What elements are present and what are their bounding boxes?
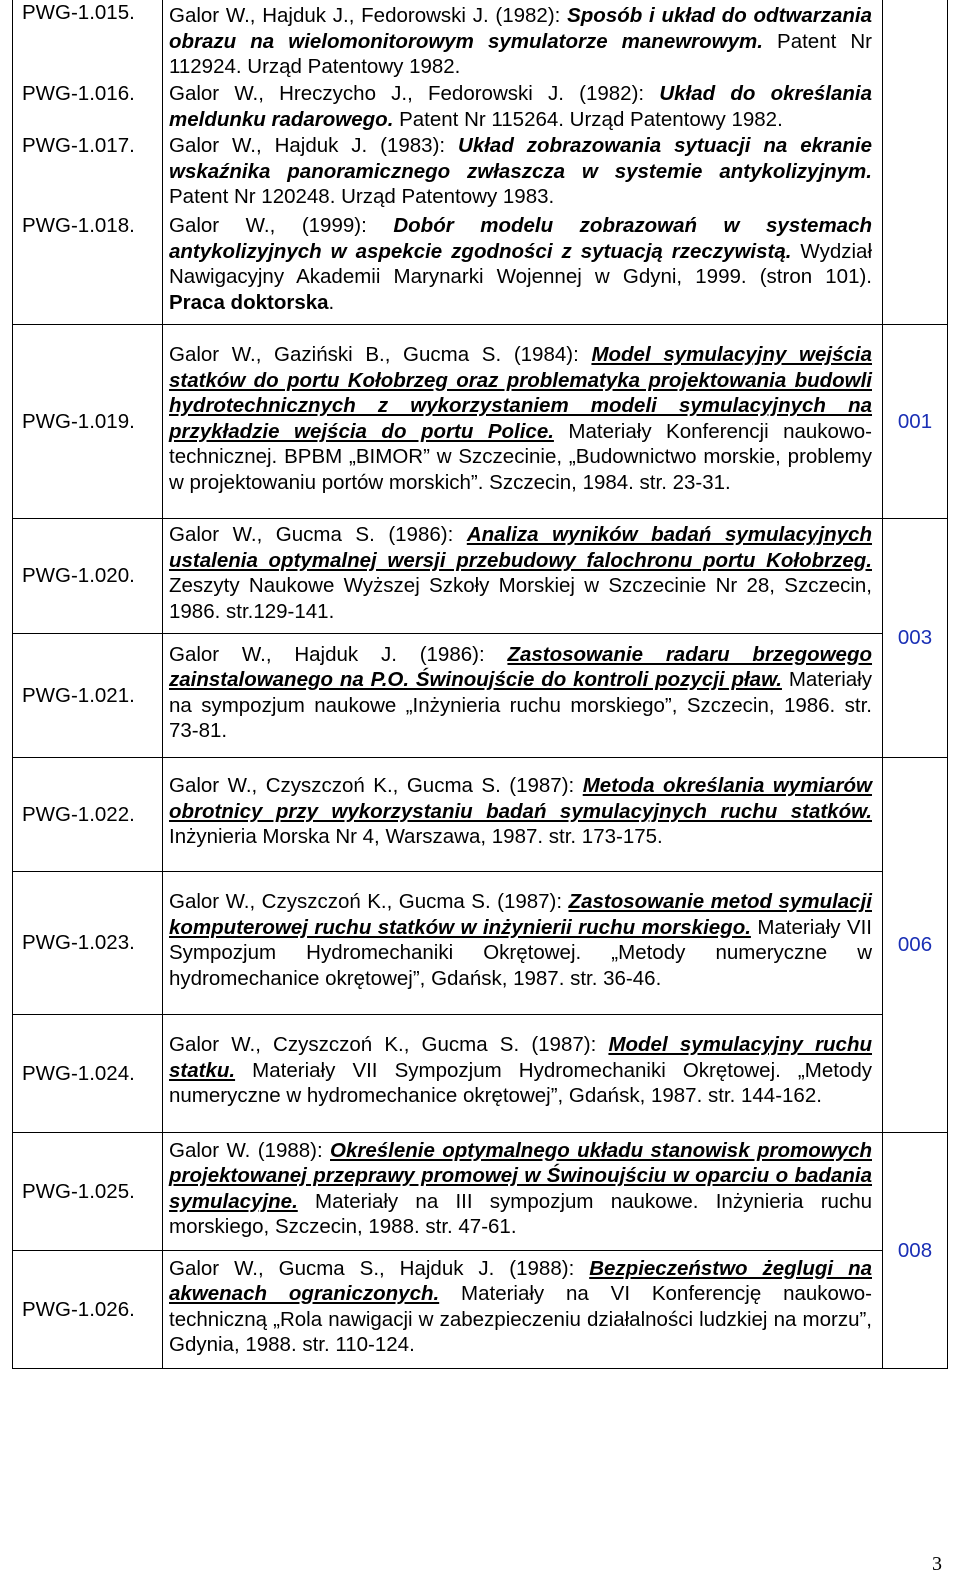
entry-ref: 008: [883, 1133, 948, 1369]
entry-citation: [163, 1015, 883, 1133]
entry-ref: 001: [883, 325, 948, 519]
entry-title: Dobór modelu zobrazowań w systemach antykolizyjnych w aspekcie zgodności z sytuacją rzeczywistą.: [169, 214, 873, 263]
entry-authors: Galor W. (1988):: [169, 1138, 331, 1162]
entry-authors: Galor W., (1999):: [169, 214, 394, 237]
document-page: [12, 0, 947, 1369]
entry-code: PWG-1.025.: [13, 1133, 163, 1251]
entry-code: PWG-1.019.: [13, 325, 163, 519]
entry-citation: [163, 758, 883, 872]
entry-citation: [163, 1133, 883, 1251]
entry-type: Praca doktorska: [169, 290, 329, 314]
entry-authors: Galor W., Czyszczoń K., Gucma S. (1987):: [169, 774, 583, 798]
entry-citation: [163, 872, 883, 1015]
entry-citation: [163, 133, 883, 213]
entry-authors: Galor W., Hreczycho J., Fedorowski J. (1982):: [169, 82, 660, 105]
entry-ref: [883, 0, 948, 325]
entry-title: Sposób i układ do odtwarzania obrazu na wielomonitorowym symulatorze manewrowym.: [169, 4, 872, 53]
entry-title: Układ zobrazowania sytuacji na ekranie wskaźnika panoramicznego zwłaszcza w systemie antykolizyjnym.: [169, 134, 872, 183]
table-row: [13, 81, 948, 133]
entry-code: PWG-1.022.: [13, 758, 163, 872]
entry-authors: Galor W., Czyszczoń K., Gucma S. (1987):: [169, 890, 569, 913]
table-row: [13, 133, 948, 213]
entry-code: PWG-1.016.: [13, 81, 163, 133]
entry-code: PWG-1.021.: [13, 634, 163, 758]
entry-details: Patent Nr 112924. Urząd Patentowy 1982.: [169, 29, 872, 78]
entry-citation: [163, 325, 883, 519]
entry-title: Określenie optymalnego układu stanowisk promowych projektowanej przeprawy promowej w Świnoujściu w oparciu o badania symulacyjne.: [169, 1138, 872, 1213]
entry-details: Materiały VII Sympozjum Hydromechaniki Okrętowej. „Metody numeryczne w hydromechanice okrętowej”, Gdańsk, 1987. str. 144-162.: [169, 1058, 872, 1108]
entry-title: Zastosowanie metod symulacji komputerowej ruchu statków w inżynierii ruchu morskiego.: [169, 890, 872, 939]
table-row: [13, 1133, 948, 1251]
entry-code: PWG-1.026.: [13, 1251, 163, 1369]
entry-code: PWG-1.015.: [13, 0, 163, 81]
entry-citation: [163, 1251, 883, 1369]
entry-details: Materiały Konferencji naukowo-technicznej. BPBM „BIMOR” w Szczecinie, „Budownictwo morskie, problemy w projektowaniu portów morskich”. Szczecin, 1984. str. 23-31.: [169, 419, 872, 494]
entry-code: PWG-1.018.: [13, 213, 163, 325]
entry-title: Bezpieczeństwo żeglugi na akwenach ograniczonych.: [169, 1256, 872, 1305]
entry-code: PWG-1.020.: [13, 519, 163, 634]
entry-citation: [163, 519, 883, 634]
entry-details: Materiały na III sympozjum naukowe. Inżynieria ruchu morskiego, Szczecin, 1988. str. 47-61.: [169, 1189, 872, 1238]
entry-details: Inżynieria Morska Nr 4, Warszawa, 1987. str. 173-175.: [169, 825, 663, 849]
entry-authors: Galor W., Hajduk J., Fedorowski J. (1982):: [169, 4, 568, 27]
entry-code: PWG-1.017.: [13, 133, 163, 213]
entry-title: Zastosowanie radaru brzegowego zainstalowanego na P.O. Świnoujście do kontroli pozycji pław.: [169, 642, 873, 691]
entry-title: Układ do określania meldunku radarowego.: [169, 82, 872, 131]
entry-citation: [163, 81, 883, 133]
entry-ref: 003: [883, 519, 948, 758]
entry-title: Metoda określania wymiarów obrotnicy przy wykorzystaniu badań symulacyjnych ruchu statków.: [169, 774, 872, 823]
table-row: [13, 758, 948, 872]
table-row: [13, 634, 948, 758]
entry-details: Materiały na sympozjum naukowe „Inżynieria ruchu morskiego”, Szczecin, 1986. str. 73-81.: [169, 668, 872, 742]
entry-authors: Galor W., Czyszczoń K., Gucma S. (1987):: [169, 1033, 609, 1057]
table-row: [13, 0, 948, 81]
table-row: [13, 1251, 948, 1369]
entry-code: PWG-1.024.: [13, 1015, 163, 1133]
entry-details: Materiały na VI Konferencję naukowo-techniczną „Rola nawigacji w zabezpieczeniu działalności ludzkiej na morzu”, Gdynia, 1988. str. 110-124.: [169, 1282, 872, 1356]
table-row: [13, 325, 948, 519]
table-row: [13, 872, 948, 1015]
entry-citation: [163, 634, 883, 758]
entry-authors: Galor W., Gucma S. (1986):: [169, 523, 467, 546]
entry-details: Wydział Nawigacyjny Akademii Marynarki Wojennej w Gdyni, 1999. (stron 101).: [169, 239, 872, 288]
entry-tail: .: [328, 290, 335, 314]
entry-authors: Galor W., Hajduk J. (1983):: [169, 134, 459, 157]
entry-title: Analiza wyników badań symulacyjnych ustalenia optymalnej wersji przebudowy falochronu portu Kołobrzeg.: [169, 523, 872, 572]
entry-code: PWG-1.023.: [13, 872, 163, 1015]
bibliography-table: [12, 0, 948, 1369]
entry-citation: [163, 0, 883, 81]
table-row: [13, 519, 948, 634]
entry-authors: Galor W., Gaziński B., Gucma S. (1984):: [169, 343, 592, 366]
entry-details: Patent Nr 115264. Urząd Patentowy 1982.: [393, 107, 783, 131]
entry-details: Patent Nr 120248. Urząd Patentowy 1983.: [169, 185, 555, 208]
entry-authors: Galor W., Hajduk J. (1986):: [169, 642, 508, 666]
table-row: [13, 1015, 948, 1133]
table-row: [13, 213, 948, 325]
entry-details: Zeszyty Naukowe Wyższej Szkoły Morskiej w Szczecinie Nr 28, Szczecin, 1986. str.129-141.: [169, 574, 872, 623]
entry-ref: 006: [883, 758, 948, 1133]
entry-title: Model symulacyjny ruchu statku.: [169, 1033, 872, 1082]
entry-authors: Galor W., Gucma S., Hajduk J. (1988):: [169, 1256, 590, 1280]
entry-details: Materiały VII Sympozjum Hydromechaniki Okrętowej. „Metody numeryczne w hydromechanice okrętowej”, Gdańsk, 1987. str. 36-46.: [169, 915, 872, 990]
entry-citation: [163, 213, 883, 325]
entry-title: Model symulacyjny wejścia statków do portu Kołobrzeg oraz problematyka projektowania budowli hydrotechnicznych z wykorzystaniem modeli symulacyjnych na przykładzie wejścia do portu Police.: [169, 343, 872, 443]
page-number: 3: [932, 1553, 942, 1575]
